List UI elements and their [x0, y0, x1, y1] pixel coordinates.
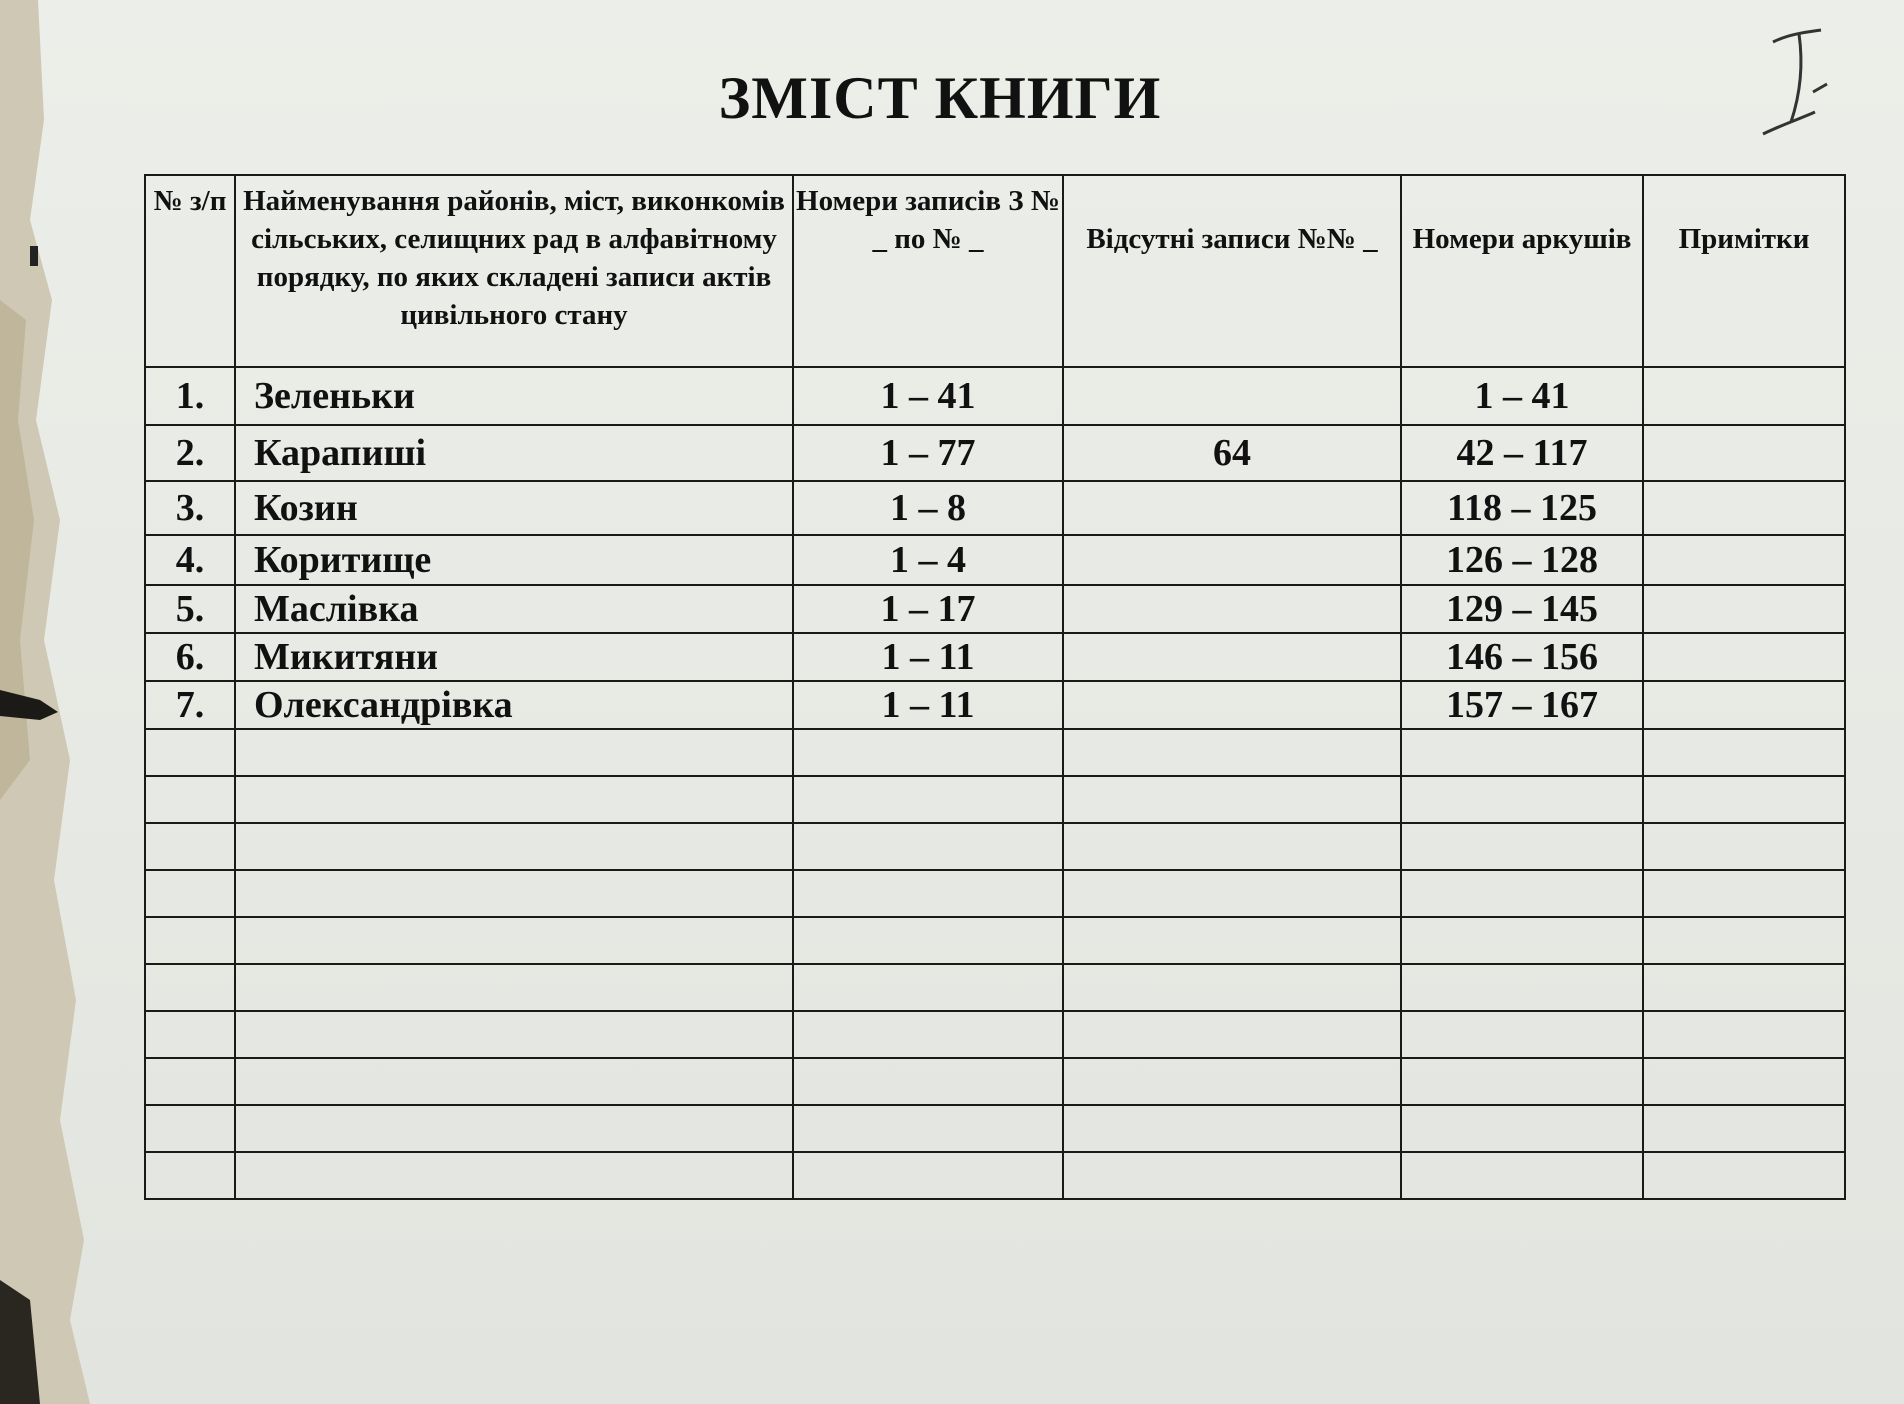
row-num: 4.: [145, 535, 235, 585]
empty-table-row: [145, 1105, 1845, 1152]
header-name: Найменування районів, міст, виконкомів сільських, селищних рад в алфавітному порядку, по яких складені записи актів цивільного стану: [235, 175, 793, 367]
table-row: [145, 367, 1845, 425]
row-name: Маслівка: [235, 585, 793, 633]
row-records: 1 – 77: [793, 425, 1063, 481]
row-num: 3.: [145, 481, 235, 535]
row-records: 1 – 11: [793, 633, 1063, 681]
row-notes: [1643, 481, 1845, 535]
row-notes: [1643, 535, 1845, 585]
row-num: 7.: [145, 681, 235, 729]
row-sheets: 129 – 145: [1401, 585, 1643, 633]
row-num: 6.: [145, 633, 235, 681]
row-num: 1.: [145, 367, 235, 425]
row-records: 1 – 4: [793, 535, 1063, 585]
row-missing: [1063, 535, 1401, 585]
row-sheets: 118 – 125: [1401, 481, 1643, 535]
row-records: 1 – 11: [793, 681, 1063, 729]
row-name: Микитяни: [235, 633, 793, 681]
table-row: [145, 633, 1845, 681]
row-sheets: 1 – 41: [1401, 367, 1643, 425]
row-missing: [1063, 367, 1401, 425]
empty-table-row: [145, 823, 1845, 870]
empty-table-row: [145, 870, 1845, 917]
row-notes: [1643, 681, 1845, 729]
row-name: Козин: [235, 481, 793, 535]
empty-table-row: [145, 1058, 1845, 1105]
row-sheets: 42 – 117: [1401, 425, 1643, 481]
empty-table-row: [145, 917, 1845, 964]
empty-table-row: [145, 1152, 1845, 1199]
row-num: 5.: [145, 585, 235, 633]
table-row: [145, 681, 1845, 729]
row-notes: [1643, 585, 1845, 633]
row-records: 1 – 41: [793, 367, 1063, 425]
row-missing: [1063, 585, 1401, 633]
row-records: 1 – 8: [793, 481, 1063, 535]
contents-table: [144, 174, 1846, 1200]
row-sheets: 157 – 167: [1401, 681, 1643, 729]
row-name: Карапиші: [235, 425, 793, 481]
table-header-row: [145, 175, 1845, 367]
empty-table-row: [145, 1011, 1845, 1058]
header-num: № з/п: [145, 175, 235, 367]
row-missing: 64: [1063, 425, 1401, 481]
row-missing: [1063, 633, 1401, 681]
row-num: 2.: [145, 425, 235, 481]
table-row: [145, 585, 1845, 633]
empty-table-row: [145, 776, 1845, 823]
torn-paper-edge: [0, 0, 110, 1404]
header-missing: Відсутні записи №№ _: [1063, 175, 1401, 367]
empty-table-row: [145, 729, 1845, 776]
empty-table-row: [145, 964, 1845, 1011]
row-name: Зеленьки: [235, 367, 793, 425]
page-title: ЗМІСТ КНИГИ: [718, 65, 1162, 131]
table-row: [145, 481, 1845, 535]
row-sheets: 126 – 128: [1401, 535, 1643, 585]
header-records: Номери записів З № _ по № _: [793, 175, 1063, 367]
row-name: Олександрівка: [235, 681, 793, 729]
header-notes: Примітки: [1643, 175, 1845, 367]
row-notes: [1643, 367, 1845, 425]
row-notes: [1643, 425, 1845, 481]
table-row: [145, 425, 1845, 481]
row-records: 1 – 17: [793, 585, 1063, 633]
row-missing: [1063, 681, 1401, 729]
row-name: Коритище: [235, 535, 793, 585]
row-sheets: 146 – 156: [1401, 633, 1643, 681]
header-sheets: Номери аркушів: [1401, 175, 1643, 367]
table-row: [145, 535, 1845, 585]
row-missing: [1063, 481, 1401, 535]
row-notes: [1643, 633, 1845, 681]
